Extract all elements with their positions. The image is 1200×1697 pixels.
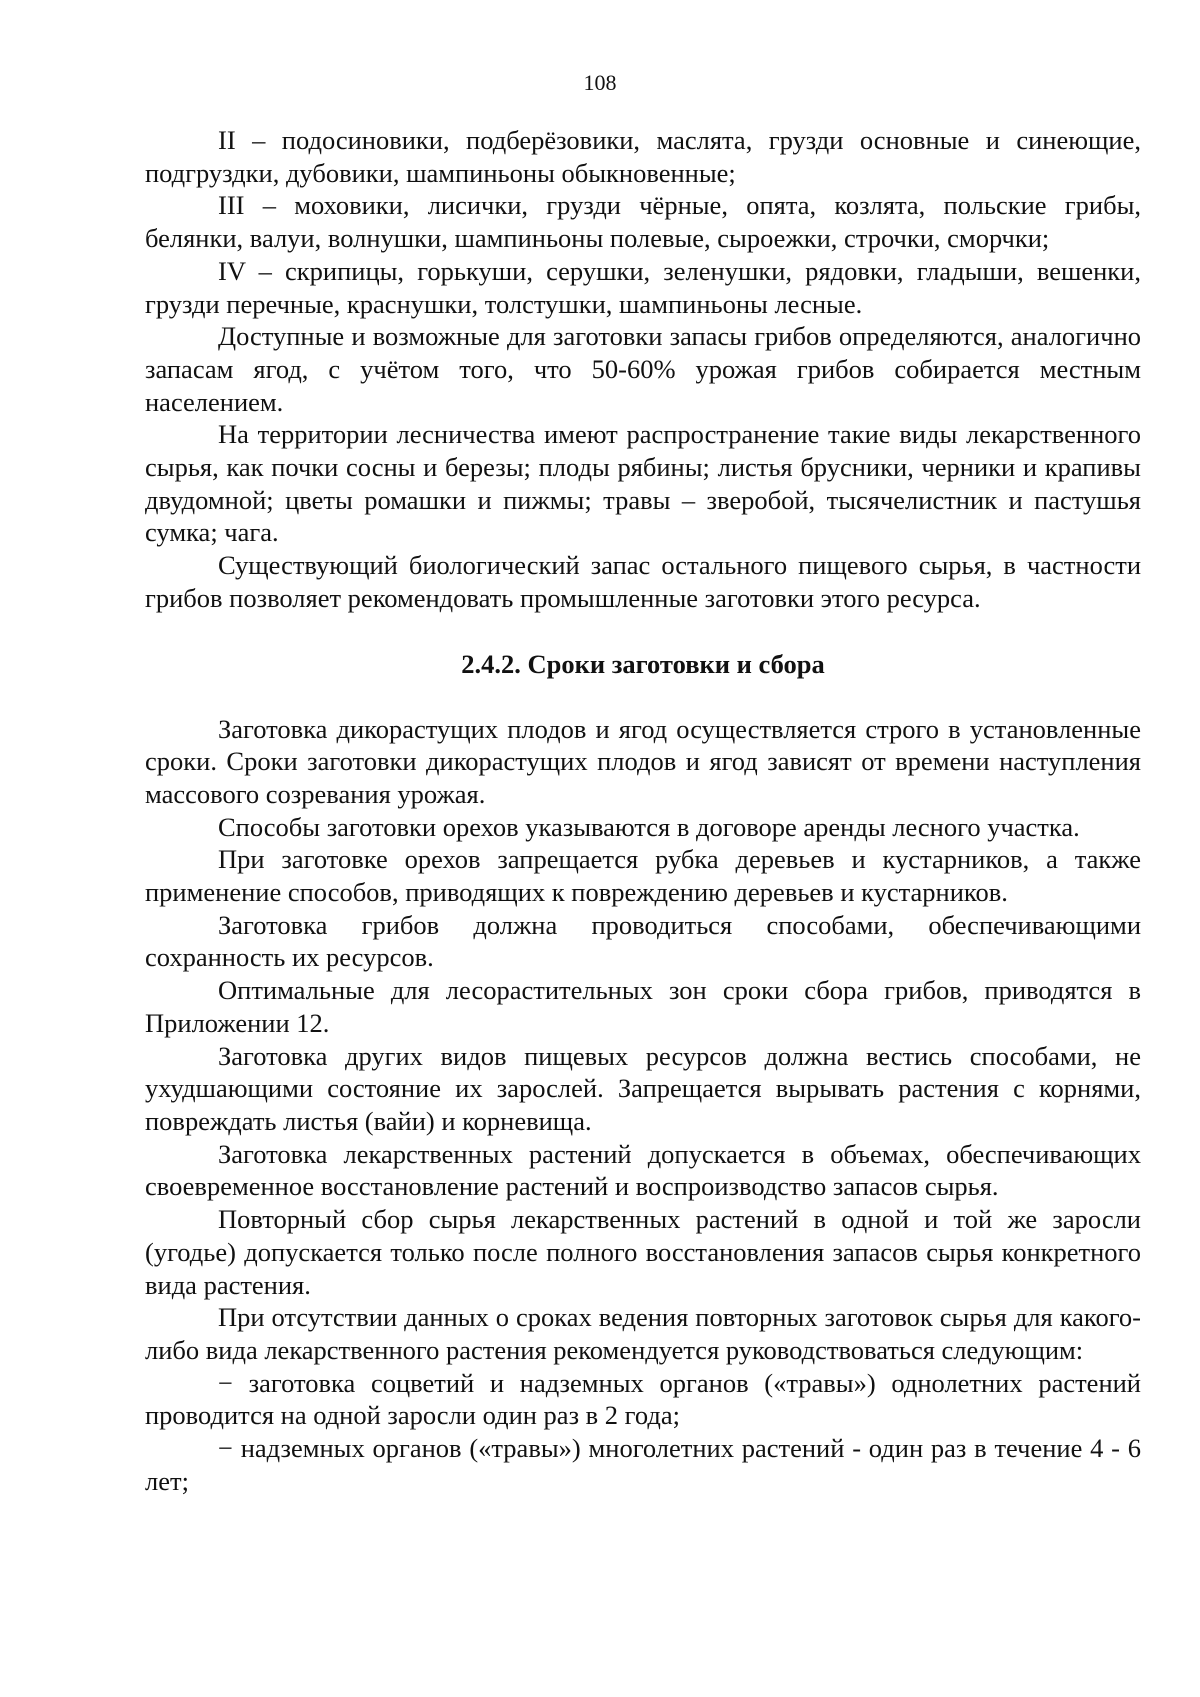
paragraph-mushroom-harvest: Заготовка грибов должна проводиться способами, обеспечивающими сохранность их ресурсов.: [145, 909, 1141, 973]
paragraph-mushroom-group-3: III – моховики, лисички, грузди чёрные, опята, козлята, польские грибы, белянки, валуи, волнушки, шампиньоны полевые, сыроежки, строчки, сморчки;: [145, 190, 1141, 254]
paragraph-mushroom-terms: Оптимальные для лесорастительных зон сроки сбора грибов, приводятся в Приложении 12.: [145, 975, 1141, 1038]
paragraph-mushroom-reserves: Доступные и возможные для заготовки запасы грибов определяются, аналогично запасам ягод, с учётом того, что 50-60% урожая грибов собирается местным населением.: [145, 321, 1141, 417]
paragraph-mushroom-group-2: II – подосиновики, подберёзовики, маслята, грузди основные и синеющие, подгруздки, дубовики, шампиньоны обыкновенные;: [145, 125, 1141, 188]
list-item-perennial-plants: − надземных органов («травы») многолетних растений - один раз в течение 4 - 6 лет;: [145, 1433, 1141, 1496]
paragraph-nut-methods: Способы заготовки орехов указываются в договоре аренды лесного участка.: [218, 811, 1080, 842]
paragraph-biological-reserve: Существующий биологический запас остального пищевого сырья, в частности грибов позволяет рекомендовать промышленные заготовки этого ресурса.: [145, 550, 1141, 613]
document-body: [145, 124, 1141, 1497]
paragraph-medicinal-raw-materials: На территории лесничества имеют распространение такие виды лекарственного сырья, как почки сосны и березы; плоды рябины; листья брусники, черники и крапивы двудомной; цветы ромашки и пижмы; травы – зверобой, тысячелистник и пастушья сумка; чага.: [145, 419, 1141, 548]
section-heading: 2.4.2. Сроки заготовки и сбора: [461, 648, 825, 679]
paragraph-medicinal-volumes: Заготовка лекарственных растений допускается в объемах, обеспечивающих своевременное восстановление растений и воспроизводство запасов сырья.: [145, 1138, 1141, 1202]
page-number: 108: [583, 70, 617, 95]
list-item-annual-plants: − заготовка соцветий и надземных органов («травы») однолетних растений проводится на одной заросли один раз в 2 года;: [145, 1367, 1141, 1431]
paragraph-berry-harvest: Заготовка дикорастущих плодов и ягод осуществляется строго в установленные сроки. Сроки заготовки дикорастущих плодов и ягод зависят от времени наступления массового созревания урожая.: [145, 713, 1141, 809]
paragraph-mushroom-group-4: IV – скрипицы, горькуши, серушки, зеленушки, рядовки, гладыши, вешенки, грузди перечные, краснушки, толстушки, шампиньоны лесные.: [145, 255, 1141, 319]
paragraph-no-data-guidance: При отсутствии данных о сроках ведения повторных заготовок сырья для какого-либо вида лекарственного растения рекомендуется руководствоваться следующим:: [145, 1302, 1141, 1365]
paragraph-repeated-collection: Повторный сбор сырья лекарственных растений в одной и той же заросли (угодье) допускается только после полного восстановления запасов сырья конкретного вида растения.: [145, 1204, 1141, 1300]
paragraph-other-food-resources: Заготовка других видов пищевых ресурсов должна вестись способами, не ухудшающими состояние их зарослей. Запрещается вырывать растения с корнями, повреждать листья (вайи) и корневища.: [145, 1040, 1141, 1136]
paragraph-nut-prohibition: При заготовке орехов запрещается рубка деревьев и кустарников, а также применение способов, приводящих к повреждению деревьев и кустарников.: [145, 844, 1141, 908]
